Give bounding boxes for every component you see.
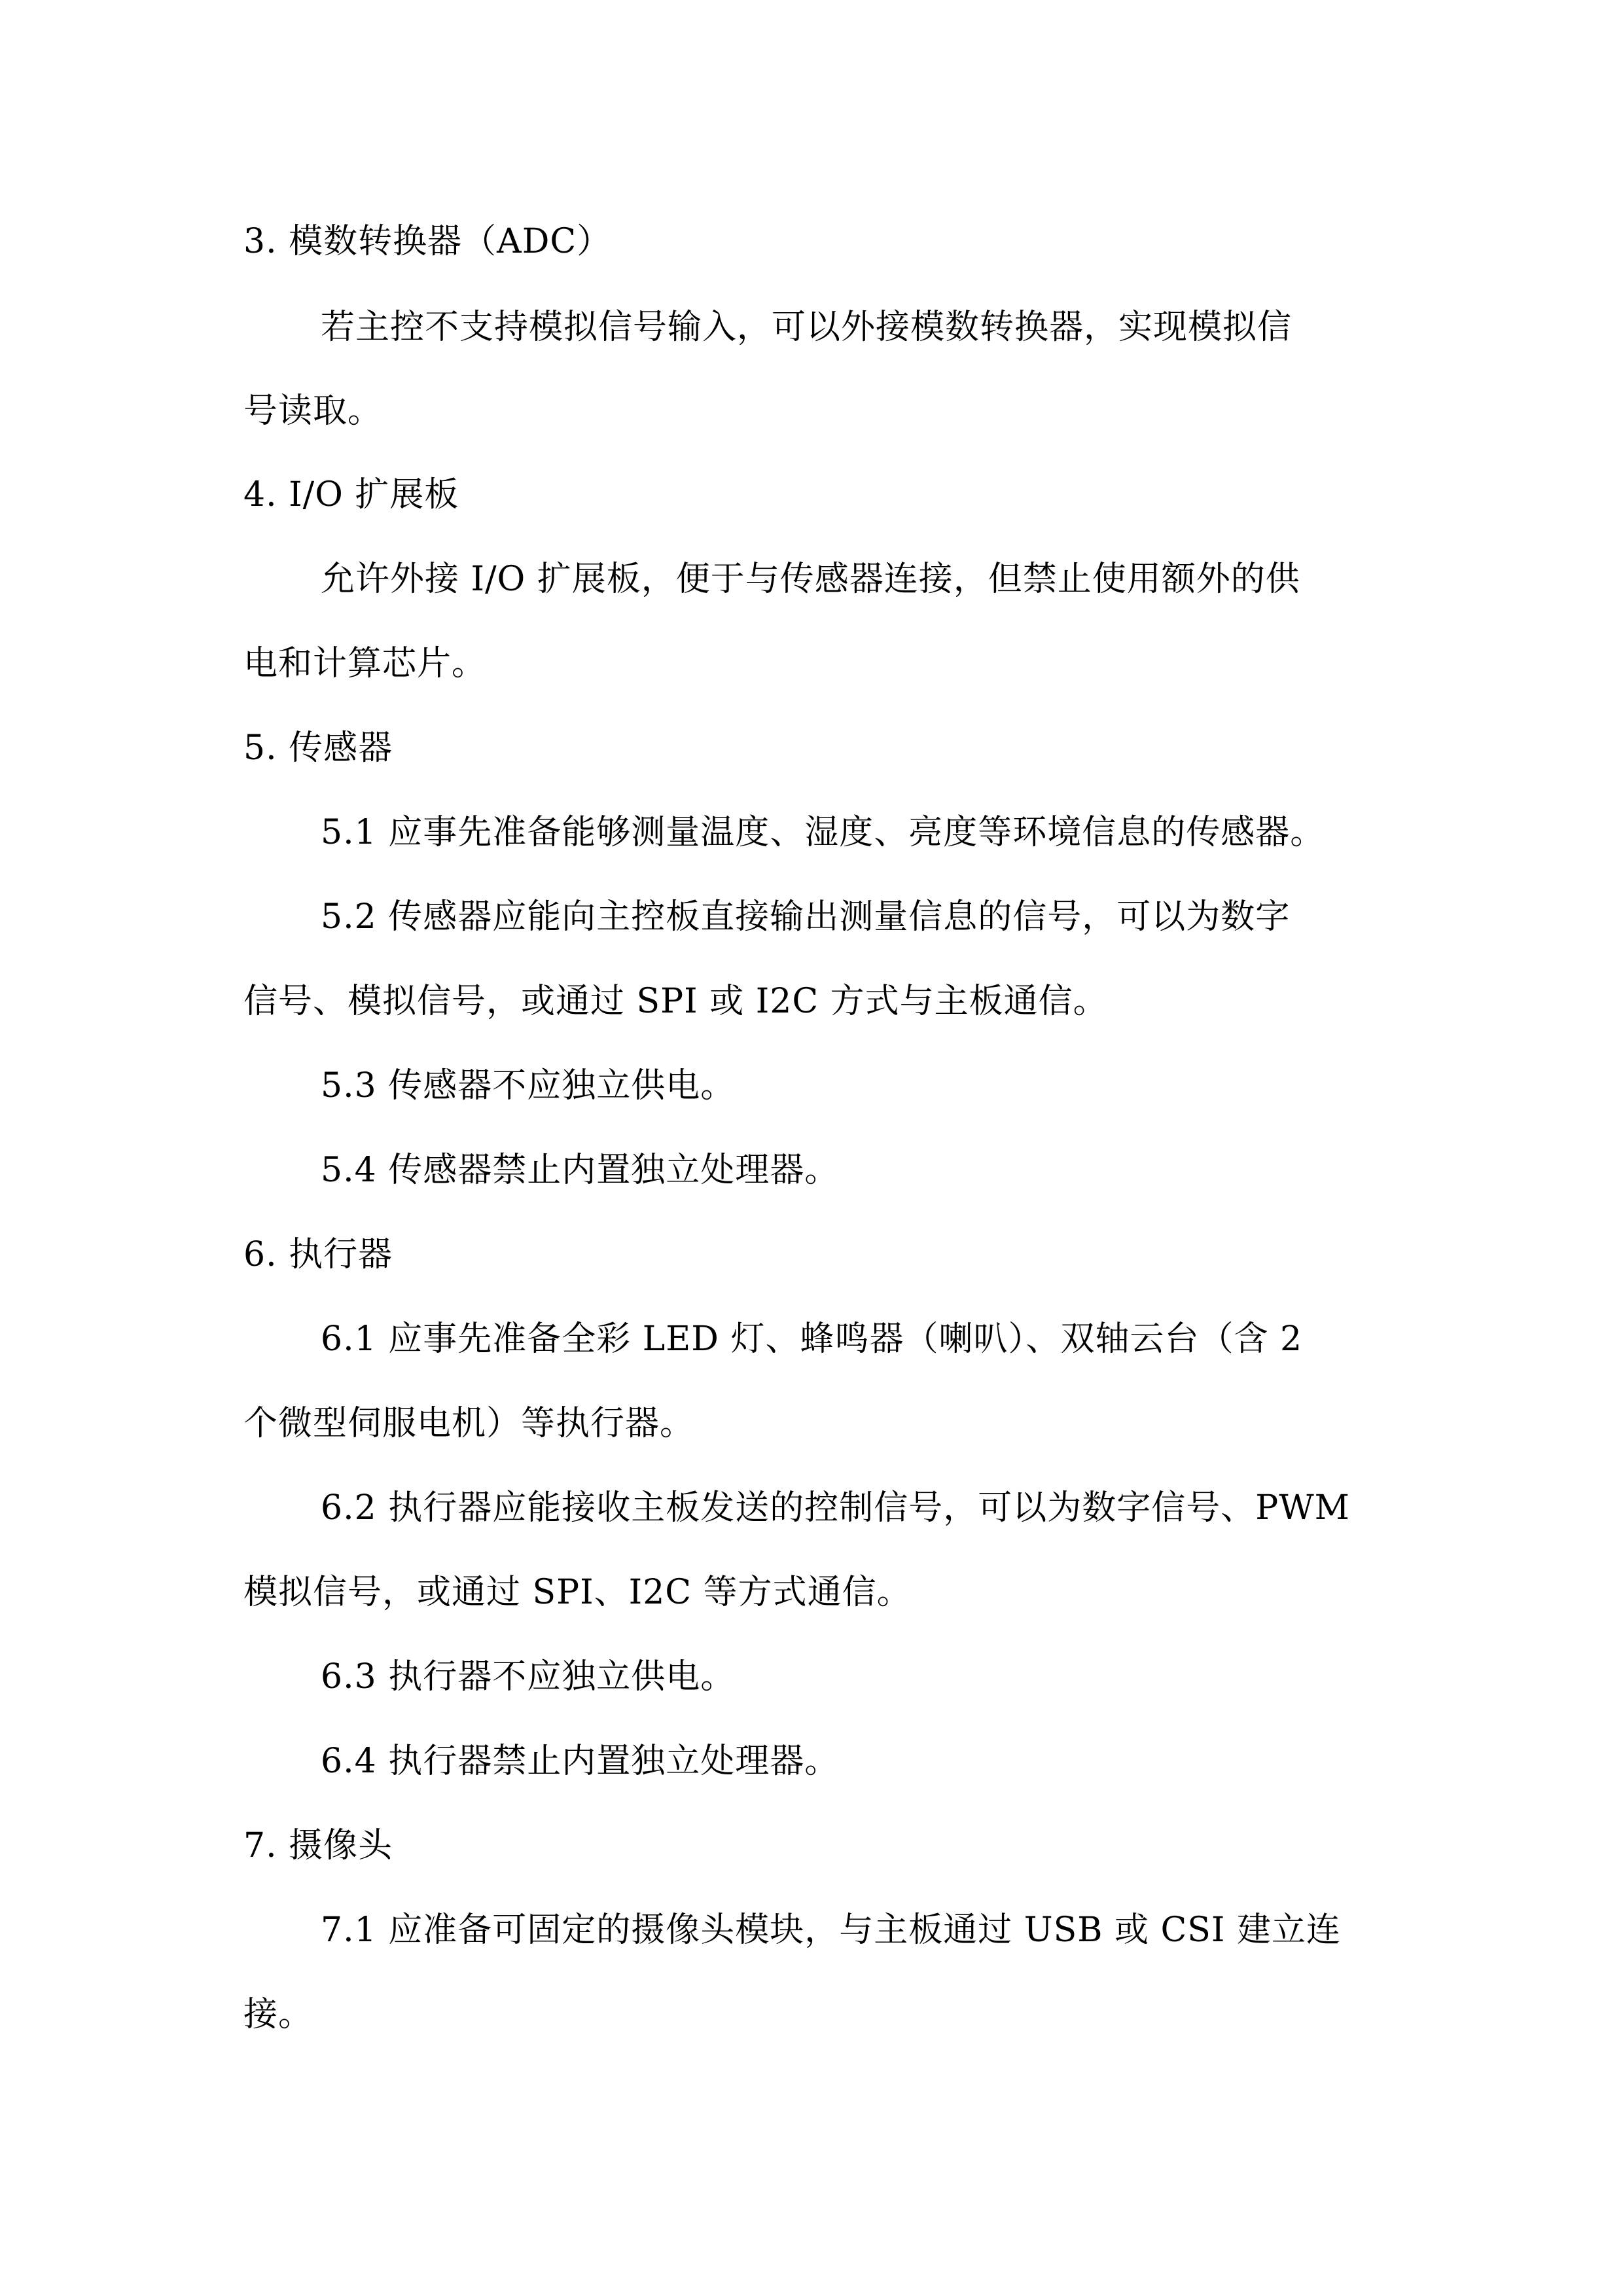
paragraph-sensor-5-4: 5.4 传感器禁止内置独立处理器。: [321, 1151, 840, 1190]
paragraph-adc-line-1: 若主控不支持模拟信号输入，可以外接模数转换器，实现模拟信: [321, 308, 1293, 347]
paragraph-adc-line-2: 号读取。: [243, 391, 383, 431]
paragraph-io-board-line-2: 电和计算芯片。: [243, 644, 487, 683]
paragraph-camera-7-1-line-2: 接。: [243, 1995, 313, 2034]
section-heading-io-board: 4. I/O 扩展板: [243, 475, 459, 514]
paragraph-actuator-6-2-line-1: 6.2 执行器应能接收主板发送的控制信号，可以为数字信号、PWM: [321, 1488, 1350, 1528]
section-heading-sensor: 5. 传感器: [243, 728, 393, 768]
paragraph-actuator-6-4: 6.4 执行器禁止内置独立处理器。: [321, 1742, 840, 1781]
paragraph-actuator-6-3: 6.3 执行器不应独立供电。: [321, 1657, 736, 1696]
paragraph-camera-7-1-line-1: 7.1 应准备可固定的摄像头模块，与主板通过 USB 或 CSI 建立连: [321, 1910, 1341, 1950]
paragraph-actuator-6-1-line-2: 个微型伺服电机）等执行器。: [243, 1404, 695, 1443]
paragraph-actuator-6-1-line-1: 6.1 应事先准备全彩 LED 灯、蜂鸣器（喇叭）、双轴云台（含 2: [321, 1319, 1303, 1359]
paragraph-io-board-line-1: 允许外接 I/O 扩展板，便于与传感器连接，但禁止使用额外的供: [321, 560, 1300, 599]
paragraph-sensor-5-2-line-1: 5.2 传感器应能向主控板直接输出测量信息的信号，可以为数字: [321, 897, 1291, 937]
section-heading-actuator: 6. 执行器: [243, 1235, 393, 1274]
paragraph-sensor-5-2-line-2: 信号、模拟信号，或通过 SPI 或 I2C 方式与主板通信。: [243, 982, 1108, 1021]
paragraph-sensor-5-1: 5.1 应事先准备能够测量温度、湿度、亮度等环境信息的传感器。: [321, 813, 1325, 852]
paragraph-actuator-6-2-line-2: 模拟信号，或通过 SPI、I2C 等方式通信。: [243, 1573, 912, 1612]
section-heading-adc: 3. 模数转换器（ADC）: [243, 222, 612, 261]
paragraph-sensor-5-3: 5.3 传感器不应独立供电。: [321, 1066, 736, 1105]
section-heading-camera: 7. 摄像头: [243, 1826, 393, 1865]
